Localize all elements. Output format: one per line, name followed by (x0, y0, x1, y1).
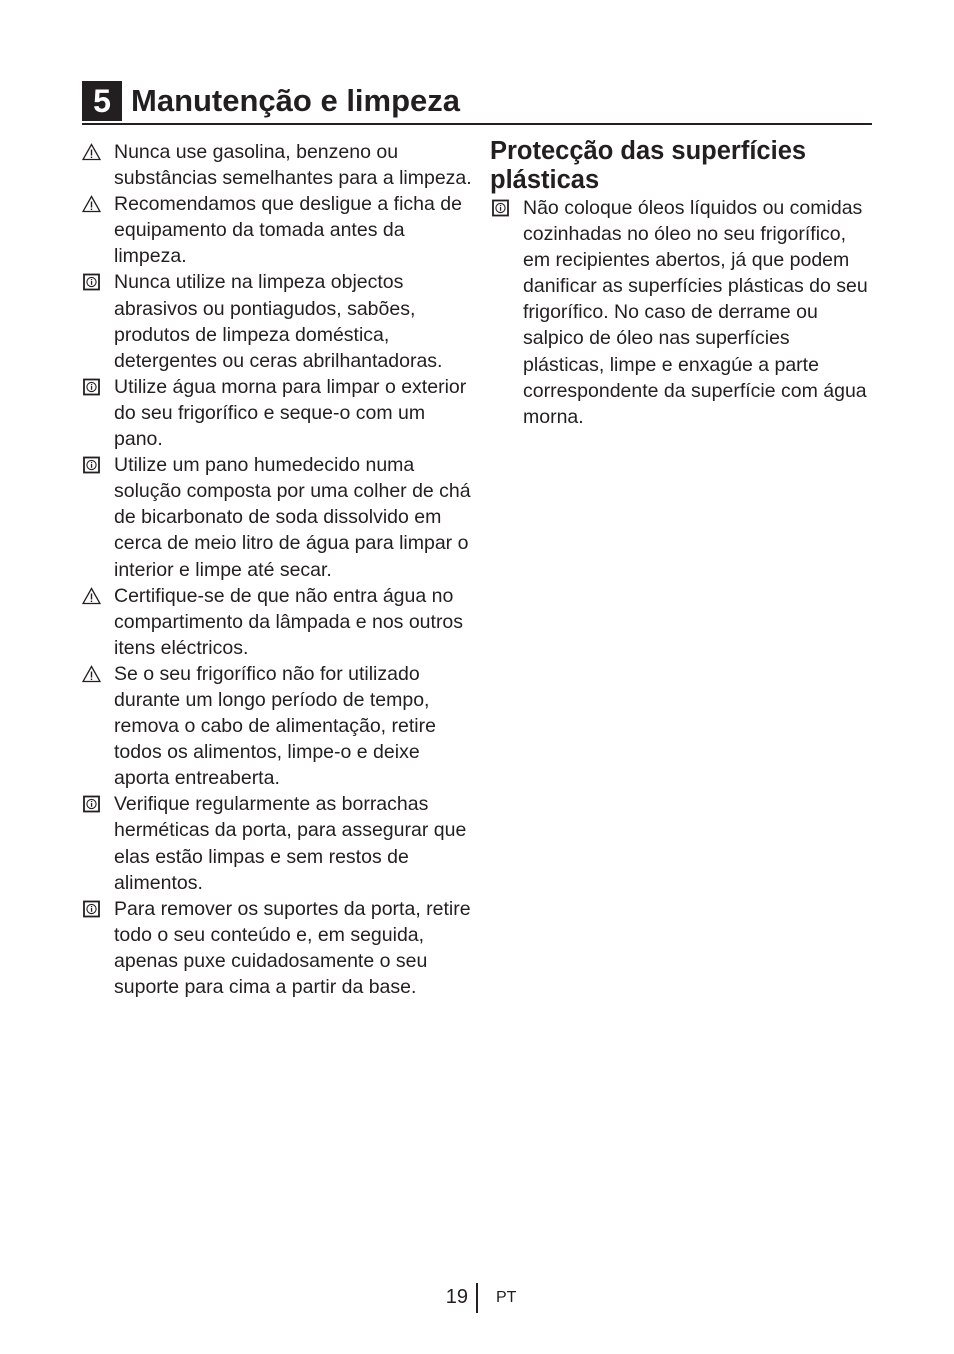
chapter-number: 5 (82, 81, 122, 121)
info-icon (491, 199, 510, 217)
item-text: Verifique regularmente as borrachas herméticas da porta, para assegurar que elas estão limpas e sem restos de alimentos. (114, 793, 467, 894)
info-icon (82, 273, 101, 291)
item-text: Utilize um pano humedecido numa solução composta por uma colher de chá de bicarbonato de soda dissolvido em cerca de meio litro de água para limpar o interior e limpe até secar. (114, 454, 471, 581)
list-item (82, 791, 472, 895)
list-item (82, 191, 472, 269)
section-title: Protecção das superfícies plásticas (490, 137, 807, 194)
list-item (82, 374, 472, 452)
warning-icon (82, 665, 101, 683)
warning-icon (82, 143, 101, 161)
footer-divider (476, 1283, 478, 1313)
list-item (82, 139, 472, 191)
item-text: Se o seu frigorífico não for utilizado durante um longo período de tempo, remova o cabo de alimentação, retire todos os alimentos, limpe-o e deixe aporta entreaberta. (114, 662, 436, 790)
info-icon (82, 900, 101, 918)
right-column (490, 137, 875, 430)
left-column (82, 139, 472, 1000)
list-item (82, 896, 472, 1000)
item-text: Não coloque óleos líquidos ou comidas cozinhadas no óleo no seu frigorífico, em recipientes abertos, já que podem danificar as superfícies plásticas do seu frigorífico. No caso de derrame ou salpico de óleo nas superfícies plásticas, limpe e enxagúe a parte correspondente da superfície com água morna. (523, 197, 868, 428)
page-footer (0, 1283, 954, 1313)
list-item (82, 661, 472, 791)
item-text: Utilize água morna para limpar o exterior do seu frigorífico e seque-o com um pano. (114, 375, 467, 451)
language-code: PT (496, 1289, 517, 1306)
item-text: Para remover os suportes da porta, retire todo o seu conteúdo e, em seguida, apenas puxe cuidadosamente o seu suporte para cima a partir da base. (114, 897, 471, 998)
item-text: Certifique-se de que não entra água no compartimento da lâmpada e nos outros itens eléctricos. (114, 584, 464, 659)
info-icon (82, 378, 101, 396)
item-text: Nunca use gasolina, benzeno ou substâncias semelhantes para a limpeza. (114, 141, 472, 190)
list-item (82, 583, 472, 661)
chapter-header (82, 81, 872, 125)
warning-icon (82, 195, 101, 213)
list-item (490, 195, 875, 430)
info-icon (82, 456, 101, 474)
list-item (82, 269, 472, 373)
info-icon (82, 795, 101, 813)
warning-icon (82, 587, 101, 605)
item-text: Nunca utilize na limpeza objectos abrasivos ou pontiagudos, sabões, produtos de limpeza doméstica, detergentes ou ceras abrilhantadoras. (114, 271, 443, 372)
item-text: Recomendamos que desligue a ficha de equipamento da tomada antes da limpeza. (114, 193, 462, 268)
list-item (82, 452, 472, 582)
page-number: 19 (445, 1286, 468, 1308)
chapter-title: Manutenção e limpeza (131, 83, 461, 118)
